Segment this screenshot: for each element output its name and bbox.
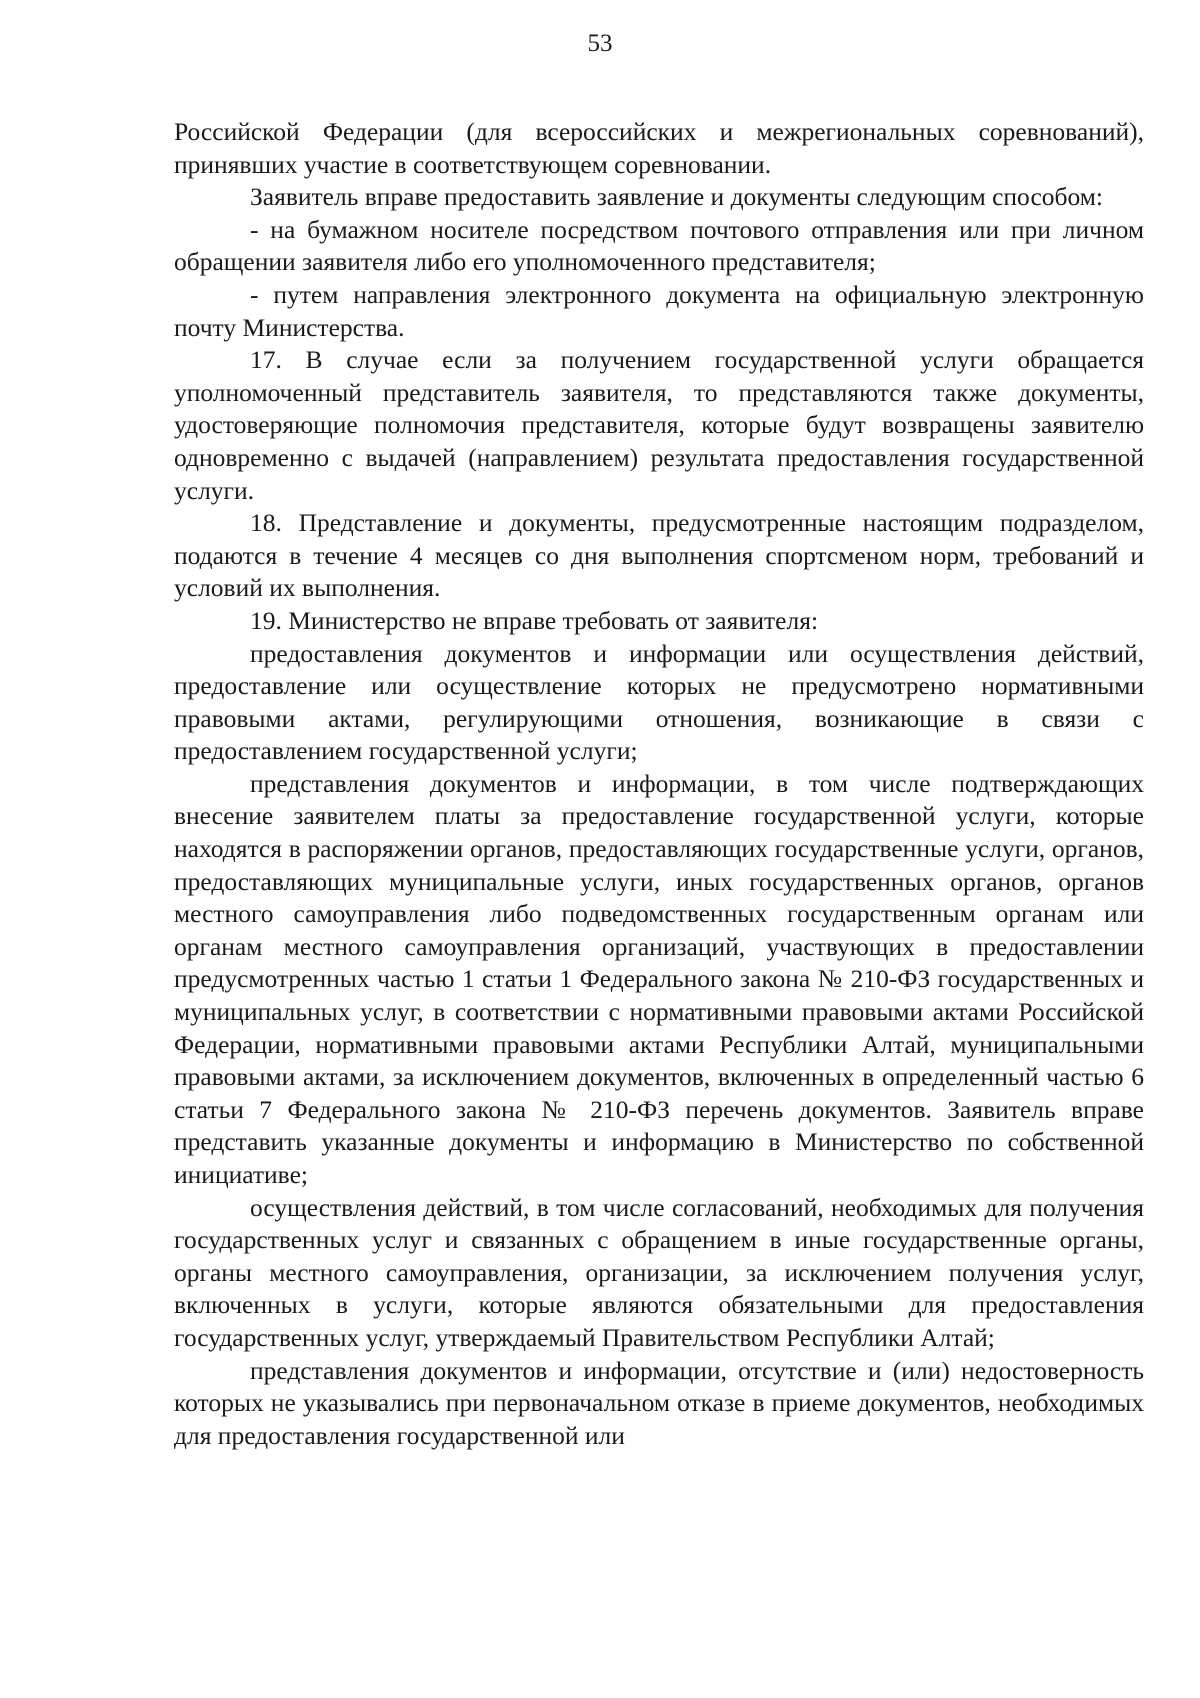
paragraph-item-18: 18. Представление и документы, предусмотренные настоящим подразделом, подаются в течение 4 месяцев со дня выполнения спортсменом норм, требований и условий их выполнения. [174, 508, 1144, 603]
paragraph-item-19: 19. Министерство не вправе требовать от заявителя: [250, 605, 819, 635]
paragraph-paper-method: - на бумажном носителе посредством почтового отправления или при личном обращении заявителя либо его уполномоченного представителя; [174, 214, 1144, 277]
page-number: 53 [587, 30, 613, 57]
paragraph-electronic-method: - путем направления электронного документа на официальную электронную почту Министерства. [174, 279, 1144, 342]
paragraph-item-19-documents: представления документов и информации, в том числе подтверждающих внесение заявителем платы за предоставление государственной услуги, которые находятся в распоряжении органов, предоставляющих государственные услуги, органов, предоставляющих муниципальные услуги, иных государственных органов, органов местного самоуправления либо подведомственных государственным органам или органам местного самоуправления организаций, участвующих в предоставлении предусмотренных частью 1 статьи 1 Федерального закона № 210-ФЗ государственных и муниципальных услуг, в соответствии с нормативными правовыми актами Российской Федерации, нормативными правовыми актами Республики Алтай, муниципальными правовыми актами, за исключением документов, включенных в определенный частью 6 статьи 7 Федерального закона № 210-ФЗ перечень документов. Заявитель вправе представить указанные документы и информацию в Министерство по собственной инициативе; [174, 768, 1144, 1189]
paragraph-item-19-refusal: представления документов и информации, отсутствие и (или) недостоверность которых не указывались при первоначальном отказе в приеме документов, необходимых для предоставления государственной или [174, 1355, 1144, 1450]
paragraph-item-19-actions: осуществления действий, в том числе согласований, необходимых для получения государственных услуг и связанных с обращением в иные государственные органы, органы местного самоуправления, организации, за исключением получения услуг, включенных в услуги, которые являются обязательными для предоставления государственных услуг, утверждаемый Правительством Республики Алтай; [174, 1192, 1144, 1352]
document-body [174, 116, 1144, 1452]
paragraph-item-19-provision: предоставления документов и информации или осуществления действий, предоставление или осуществление которых не предусмотрено нормативными правовыми актами, регулирующими отношения, возникающие в связи с предоставлением государственной услуги; [174, 638, 1144, 766]
paragraph-continuation: Российской Федерации (для всероссийских и межрегиональных соревнований), принявших участие в соответствующем соревновании. [174, 117, 1144, 179]
paragraph-submission-methods: Заявитель вправе предоставить заявление и документы следующим способом: [250, 182, 1103, 212]
paragraph-item-17: 17. В случае если за получением государственной услуги обращается уполномоченный представитель заявителя, то представляются также документы, удостоверяющие полномочия представителя, которые будут возвращены заявителю одновременно с выдачей (направлением) результата предоставления государственной услуги. [174, 345, 1144, 505]
